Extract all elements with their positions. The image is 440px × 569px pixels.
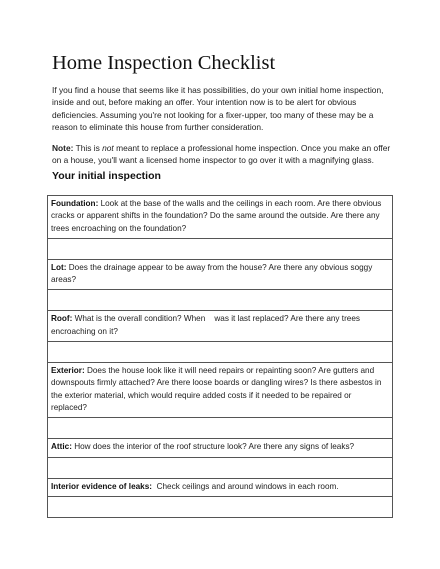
checklist-item-foundation bbox=[48, 196, 393, 239]
checklist-item-roof bbox=[48, 311, 393, 342]
checklist-notes-row-exterior bbox=[48, 418, 393, 439]
checklist-item-exterior bbox=[48, 363, 393, 418]
note-label: Note: bbox=[52, 143, 74, 153]
note-emphasis: not bbox=[102, 143, 114, 153]
item-label: Interior evidence of leaks: bbox=[51, 481, 153, 491]
item-text: Look at the base of the walls and the ceilings in each room. Are there obvious cracks or apparent shifts in the foundation? Do the same around the outside. Are there any trees encroaching on the foundation? bbox=[51, 199, 382, 233]
checklist-row-foundation bbox=[48, 196, 393, 239]
checklist-item-interior-leaks bbox=[48, 478, 393, 496]
checklist-notes-row-interior-leaks bbox=[48, 496, 393, 517]
checklist-row-interior-leaks bbox=[48, 478, 393, 496]
page-title: Home Inspection Checklist bbox=[52, 52, 276, 74]
notes-cell-exterior[interactable] bbox=[48, 418, 393, 439]
item-text: Check ceilings and around windows in each room. bbox=[152, 481, 339, 491]
checklist-notes-row-foundation bbox=[48, 238, 393, 259]
item-label: Lot: bbox=[51, 262, 67, 272]
item-label: Roof: bbox=[51, 314, 73, 324]
note-paragraph bbox=[52, 142, 392, 167]
item-text: How does the interior of the roof structure look? Are there any signs of leaks? bbox=[71, 442, 355, 452]
checklist-notes-row-attic bbox=[48, 457, 393, 478]
checklist-row-exterior bbox=[48, 363, 393, 418]
note-text-before: This is bbox=[73, 143, 103, 153]
item-text: What is the overall condition? When was it last replaced? Are there any trees encroaching on it? bbox=[51, 314, 363, 336]
item-label: Foundation: bbox=[51, 199, 99, 208]
note-text-after: meant to replace a professional home inspection. Once you make an offer on a house, you'll want a licensed home inspector to go over it with a magnifying glass. bbox=[52, 143, 391, 166]
item-label: Exterior: bbox=[51, 366, 85, 376]
checklist-item-lot bbox=[48, 259, 393, 290]
item-label: Attic: bbox=[51, 442, 72, 452]
notes-cell-attic[interactable] bbox=[48, 457, 393, 478]
checklist-row-lot bbox=[48, 259, 393, 290]
notes-cell-foundation[interactable] bbox=[48, 238, 393, 259]
checklist-notes-row-lot bbox=[48, 290, 393, 311]
intro-paragraph: If you find a house that seems like it has possibilities, do your own initial home inspection, inside and out, before making an offer. Your intention now is to be alert for obvious deficiencies. Assuming you're not looking for a fixer-upper, too many of these may be a reason to eliminate this house from further consideration. bbox=[52, 85, 384, 132]
checklist-row-roof bbox=[48, 311, 393, 342]
checklist-table bbox=[47, 195, 393, 518]
checklist-notes-row-roof bbox=[48, 342, 393, 363]
section-heading: Your initial inspection bbox=[52, 170, 161, 182]
notes-cell-roof[interactable] bbox=[48, 342, 393, 363]
item-text: Does the drainage appear to be away from the house? Are there any obvious soggy areas? bbox=[51, 262, 373, 285]
item-text: Does the house look like it will need repairs or repainting soon? Are gutters and downspouts firmly attached? Are there loose boards or dangling wires? Is there asbestos in the exterior material, which would require added costs if it needed to be repaired or replaced? bbox=[51, 366, 382, 412]
notes-cell-lot[interactable] bbox=[48, 290, 393, 311]
checklist-row-attic bbox=[48, 439, 393, 457]
notes-cell-interior-leaks[interactable] bbox=[48, 496, 393, 517]
checklist-item-attic bbox=[48, 439, 393, 457]
